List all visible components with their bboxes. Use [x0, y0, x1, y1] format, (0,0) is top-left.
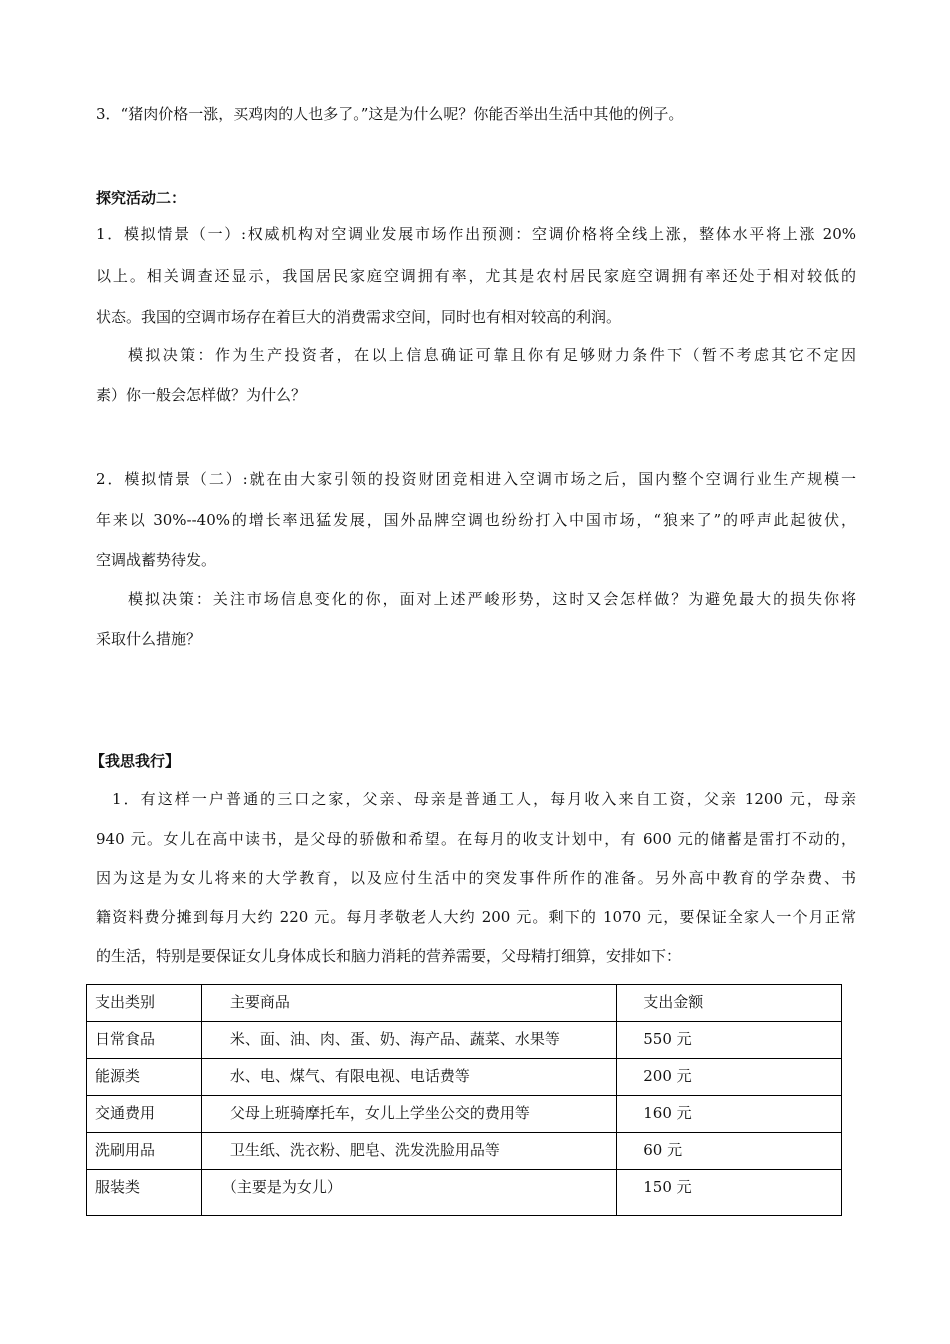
row-category: 能源类: [87, 1059, 202, 1096]
scenario-2-line-1: 2．模拟情景（二）:就在由大家引领的投资财团竞相进入空调市场之后，国内整个空调行业生产规模一: [96, 470, 856, 488]
scenario-2-line-3: 空调战蓄势待发。: [96, 551, 217, 569]
table-row: [87, 1059, 842, 1096]
row-amount: 160 元: [617, 1096, 842, 1133]
reflect-line-3: 因为这是为女儿将来的大学教育，以及应付生活中的突发事件所作的准备。另外高中教育的学杂费、书: [96, 869, 856, 887]
table-row: [87, 1022, 842, 1059]
table-row: [87, 1170, 842, 1216]
row-goods: （主要是为女儿）: [201, 1170, 616, 1216]
row-category: 交通费用: [87, 1096, 202, 1133]
scenario-1-decision-line-1: 模拟决策：作为生产投资者，在以上信息确证可靠且你有足够财力条件下（暂不考虑其它不定因: [128, 346, 856, 364]
row-goods: 米、面、油、肉、蛋、奶、海产品、蔬菜、水果等: [201, 1022, 616, 1059]
row-amount: 150 元: [617, 1170, 842, 1216]
header-category: 支出类别: [87, 985, 202, 1022]
expense-table: [86, 984, 842, 1216]
table-header-row: [87, 985, 842, 1022]
activity-2-heading: 探究活动二：: [96, 189, 187, 207]
row-goods: 父母上班骑摩托车，女儿上学坐公交的费用等: [201, 1096, 616, 1133]
scenario-1-decision-line-2: 素）你一般会怎样做？为什么？: [96, 386, 307, 404]
scenario-2-line-2: 年来以 30%--40%的增长率迅猛发展，国外品牌空调也纷纷打入中国市场，“狼来了”的呼声此起彼伏，: [96, 511, 856, 529]
scenario-1-line-2: 以上。相关调查还显示，我国居民家庭空调拥有率，尤其是农村居民家庭空调拥有率还处于相对较低的: [96, 267, 856, 285]
question-3: 3．“猪肉价格一涨，买鸡肉的人也多了。”这是为什么呢？你能否举出生活中其他的例子。: [96, 105, 684, 123]
reflect-line-4: 籍资料费分摊到每月大约 220 元。每月孝敬老人大约 200 元。剩下的 1070 元，要保证全家人一个月正常: [96, 908, 856, 926]
reflect-line-5: 的生活，特别是要保证女儿身体成长和脑力消耗的营养需要，父母精打细算，安排如下：: [96, 947, 682, 965]
row-category: 服装类: [87, 1170, 202, 1216]
row-amount: 200 元: [617, 1059, 842, 1096]
header-amount: 支出金额: [617, 985, 842, 1022]
row-goods: 水、电、煤气、有限电视、电话费等: [201, 1059, 616, 1096]
scenario-2-decision-line-2: 采取什么措施？: [96, 630, 202, 648]
table-row: [87, 1133, 842, 1170]
row-category: 洗刷用品: [87, 1133, 202, 1170]
scenario-2-decision-line-1: 模拟决策：关注市场信息变化的你，面对上述严峻形势，这时又会怎样做？为避免最大的损失你将: [128, 590, 856, 608]
header-goods: 主要商品: [201, 985, 616, 1022]
row-amount: 550 元: [617, 1022, 842, 1059]
scenario-1-line-3: 状态。我国的空调市场存在着巨大的消费需求空间，同时也有相对较高的利润。: [96, 308, 622, 326]
row-amount: 60 元: [617, 1133, 842, 1170]
row-category: 日常食品: [87, 1022, 202, 1059]
table-row: [87, 1096, 842, 1133]
scenario-1-line-1: 1．模拟情景（一）:权威机构对空调业发展市场作出预测：空调价格将全线上涨，整体水平将上涨 20%: [96, 225, 856, 243]
row-goods: 卫生纸、洗衣粉、肥皂、洗发洗脸用品等: [201, 1133, 616, 1170]
reflect-heading: 【我思我行】: [90, 752, 181, 770]
reflect-line-2: 940 元。女儿在高中读书，是父母的骄傲和希望。在每月的收支计划中，有 600 元的储蓄是雷打不动的，: [96, 830, 856, 848]
reflect-line-1: 1．有这样一户普通的三口之家，父亲、母亲是普通工人，每月收入来自工资，父亲 1200 元，母亲: [112, 790, 856, 808]
